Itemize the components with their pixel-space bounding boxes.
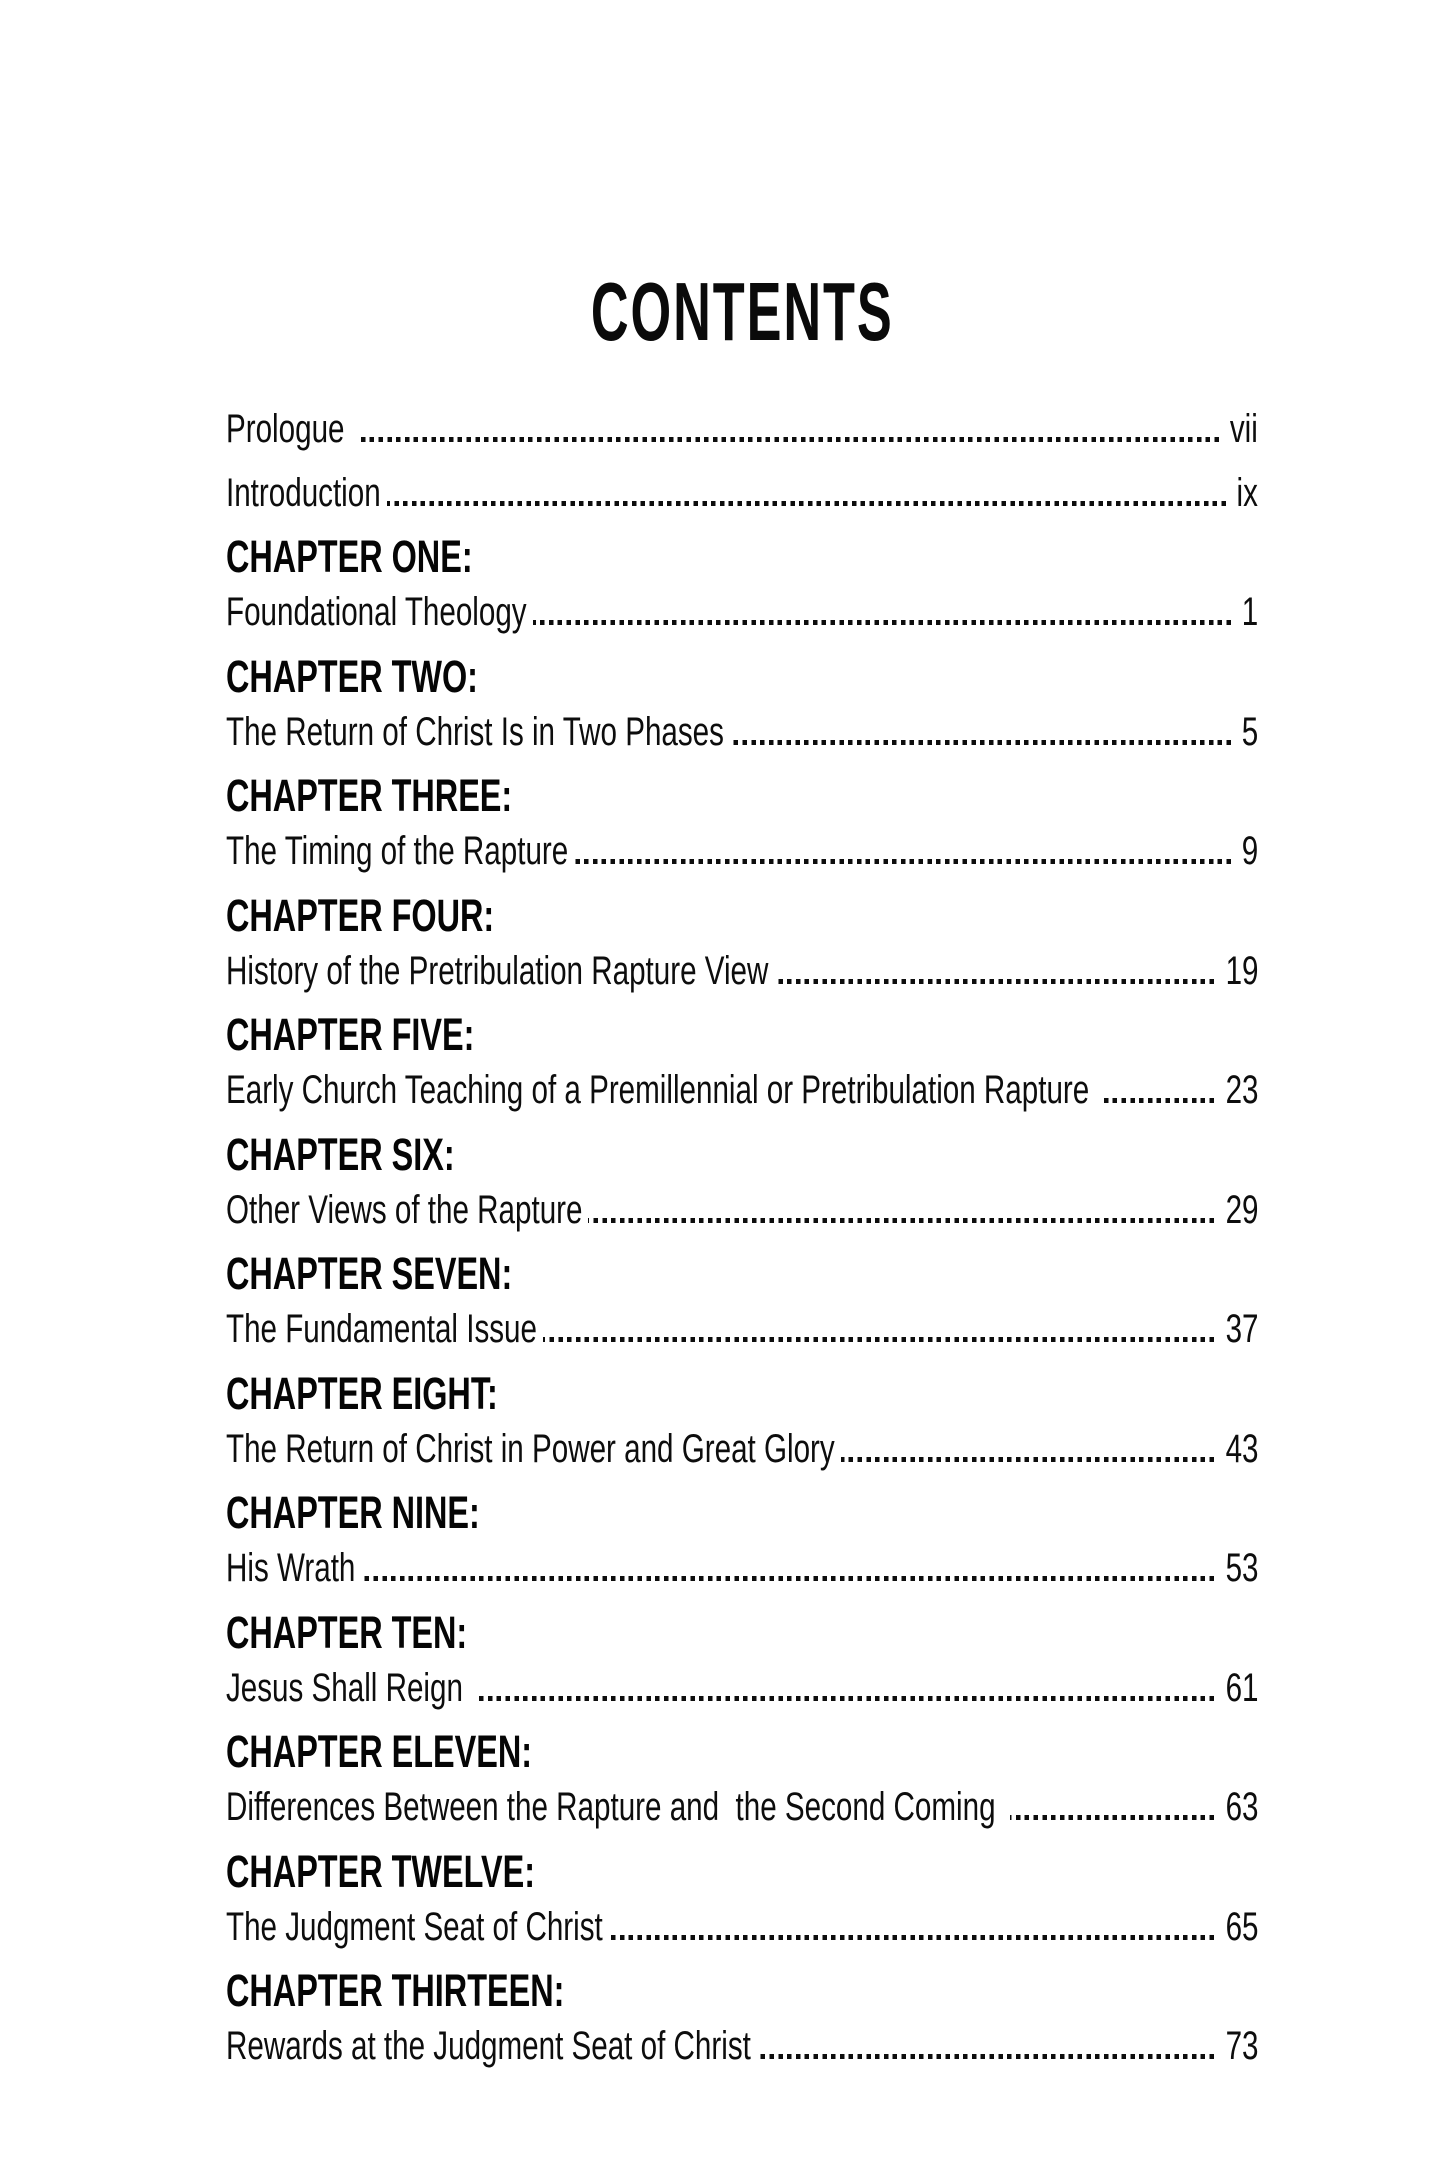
toc-chapter-group bbox=[226, 1965, 1258, 2069]
toc-chapter-group bbox=[226, 1367, 1258, 1472]
chapter-heading: CHAPTER TWELVE: bbox=[226, 1845, 535, 1897]
chapter-heading: CHAPTER FIVE: bbox=[226, 1009, 475, 1060]
chapter-title-row bbox=[226, 1068, 1258, 1113]
chapter-title-row bbox=[226, 1666, 1258, 1711]
chapter-title-row bbox=[226, 949, 1258, 994]
chapter-heading: CHAPTER ELEVEN: bbox=[226, 1726, 533, 1777]
page-title: CONTENTS bbox=[590, 265, 894, 358]
chapter-heading: CHAPTER THIRTEEN: bbox=[226, 1965, 565, 2016]
toc-entry bbox=[226, 407, 1258, 452]
toc-entry-page-number: ix bbox=[1236, 470, 1258, 515]
toc-chapter-group bbox=[226, 1009, 1258, 1113]
chapter-title-label: The Timing of the Rapture bbox=[226, 829, 569, 873]
chapter-title-label: The Return of Christ in Power and Great Glory bbox=[226, 1426, 835, 1471]
dot-leader bbox=[568, 829, 1238, 874]
chapter-page-number: 9 bbox=[1241, 829, 1258, 873]
chapter-heading: CHAPTER FOUR: bbox=[226, 889, 495, 941]
chapter-heading-row bbox=[226, 1248, 1258, 1307]
dot-leader bbox=[603, 1905, 1222, 1950]
toc-chapter-group bbox=[226, 1845, 1258, 1950]
chapter-heading-row bbox=[226, 1487, 1258, 1546]
chapter-page-number: 53 bbox=[1225, 1546, 1258, 1590]
dot-leader bbox=[724, 710, 1239, 755]
chapter-heading: CHAPTER TWO: bbox=[226, 650, 478, 702]
chapter-page-number: 65 bbox=[1225, 1904, 1258, 1949]
chapter-heading: CHAPTER SIX: bbox=[226, 1128, 455, 1180]
chapter-title-label: Other Views of the Rapture bbox=[226, 1187, 583, 1232]
chapter-title-label: The Return of Christ Is in Two Phases bbox=[226, 709, 724, 754]
chapter-heading-row bbox=[226, 889, 1258, 949]
chapter-heading: CHAPTER EIGHT: bbox=[226, 1367, 498, 1419]
dot-leader bbox=[355, 1546, 1222, 1591]
toc-chapter-group bbox=[226, 650, 1258, 755]
chapter-title-label: History of the Pretribulation Rapture View bbox=[226, 948, 769, 993]
chapter-title-row bbox=[226, 1427, 1258, 1472]
chapter-title-label: Jesus Shall Reign bbox=[226, 1665, 472, 1710]
toc-entry-label: Prologue bbox=[226, 407, 353, 451]
chapter-title-label: Differences Between the Rapture and the Second Coming bbox=[226, 1785, 1004, 1829]
chapter-heading-row bbox=[226, 1128, 1258, 1188]
chapter-page-number: 43 bbox=[1225, 1426, 1258, 1471]
chapter-title-row bbox=[226, 1785, 1258, 1830]
chapter-heading: CHAPTER ONE: bbox=[226, 531, 473, 582]
chapter-page-number: 5 bbox=[1241, 709, 1258, 754]
chapter-page-number: 61 bbox=[1225, 1665, 1258, 1710]
chapter-heading-row bbox=[226, 531, 1258, 590]
toc-entry-label: Introduction bbox=[226, 470, 381, 515]
chapter-title-row bbox=[226, 590, 1258, 635]
toc-chapter-group bbox=[226, 1487, 1258, 1591]
chapter-page-number: 29 bbox=[1225, 1187, 1258, 1232]
chapter-heading: CHAPTER NINE: bbox=[226, 1487, 480, 1538]
chapter-page-number: 19 bbox=[1225, 948, 1258, 993]
toc-chapter-group bbox=[226, 1606, 1258, 1711]
chapter-page-number: 73 bbox=[1225, 2024, 1258, 2068]
toc-entry-page-number: vii bbox=[1230, 407, 1258, 451]
chapter-heading: CHAPTER SEVEN: bbox=[226, 1248, 513, 1299]
dot-leader bbox=[835, 1427, 1223, 1472]
dot-leader bbox=[1004, 1785, 1222, 1830]
toc-entry bbox=[226, 471, 1258, 516]
chapter-title-label: His Wrath bbox=[226, 1546, 356, 1590]
toc-chapter-group bbox=[226, 1248, 1258, 1352]
chapter-title-label: The Fundamental Issue bbox=[226, 1307, 537, 1351]
dot-leader bbox=[768, 949, 1222, 994]
chapter-heading-row bbox=[226, 1965, 1258, 2024]
dot-leader bbox=[537, 1307, 1222, 1352]
dot-leader bbox=[381, 471, 1234, 516]
chapter-page-number: 37 bbox=[1225, 1307, 1258, 1351]
toc-chapter-group bbox=[226, 1128, 1258, 1233]
dot-leader bbox=[527, 590, 1239, 635]
chapter-heading-row bbox=[226, 650, 1258, 710]
chapter-title-row bbox=[226, 1188, 1258, 1233]
chapter-title-row bbox=[226, 2024, 1258, 2069]
chapter-title-row bbox=[226, 710, 1258, 755]
chapter-heading-row bbox=[226, 1726, 1258, 1785]
chapter-title-label: Foundational Theology bbox=[226, 590, 527, 634]
toc-list bbox=[226, 407, 1258, 2069]
dot-leader bbox=[582, 1188, 1222, 1233]
dot-leader bbox=[471, 1666, 1222, 1711]
chapter-page-number: 23 bbox=[1225, 1068, 1258, 1112]
chapter-title-row bbox=[226, 1905, 1258, 1950]
chapter-title-label: Early Church Teaching of a Premillennial or Pretribulation Rapture bbox=[226, 1068, 1098, 1112]
chapter-heading-row bbox=[226, 770, 1258, 829]
chapter-page-number: 63 bbox=[1225, 1785, 1258, 1829]
page-title-row bbox=[226, 265, 1258, 358]
chapter-heading-row bbox=[226, 1845, 1258, 1905]
chapter-title-label: The Judgment Seat of Christ bbox=[226, 1904, 603, 1949]
chapter-title-row bbox=[226, 1307, 1258, 1352]
chapter-heading: CHAPTER TEN: bbox=[226, 1606, 468, 1658]
toc-chapter-group bbox=[226, 889, 1258, 994]
toc-chapter-group bbox=[226, 531, 1258, 635]
dot-leader bbox=[353, 407, 1227, 452]
chapter-heading: CHAPTER THREE: bbox=[226, 770, 513, 821]
toc-chapter-group bbox=[226, 770, 1258, 874]
dot-leader bbox=[1097, 1068, 1222, 1113]
chapter-title-row bbox=[226, 1546, 1258, 1591]
chapter-heading-row bbox=[226, 1009, 1258, 1068]
dot-leader bbox=[751, 2024, 1222, 2069]
chapter-title-label: Rewards at the Judgment Seat of Christ bbox=[226, 2024, 751, 2068]
chapter-title-row bbox=[226, 829, 1258, 874]
toc-content bbox=[226, 265, 1258, 2069]
toc-chapter-group bbox=[226, 1726, 1258, 1830]
chapter-heading-row bbox=[226, 1367, 1258, 1427]
chapter-page-number: 1 bbox=[1241, 590, 1258, 634]
chapter-heading-row bbox=[226, 1606, 1258, 1666]
